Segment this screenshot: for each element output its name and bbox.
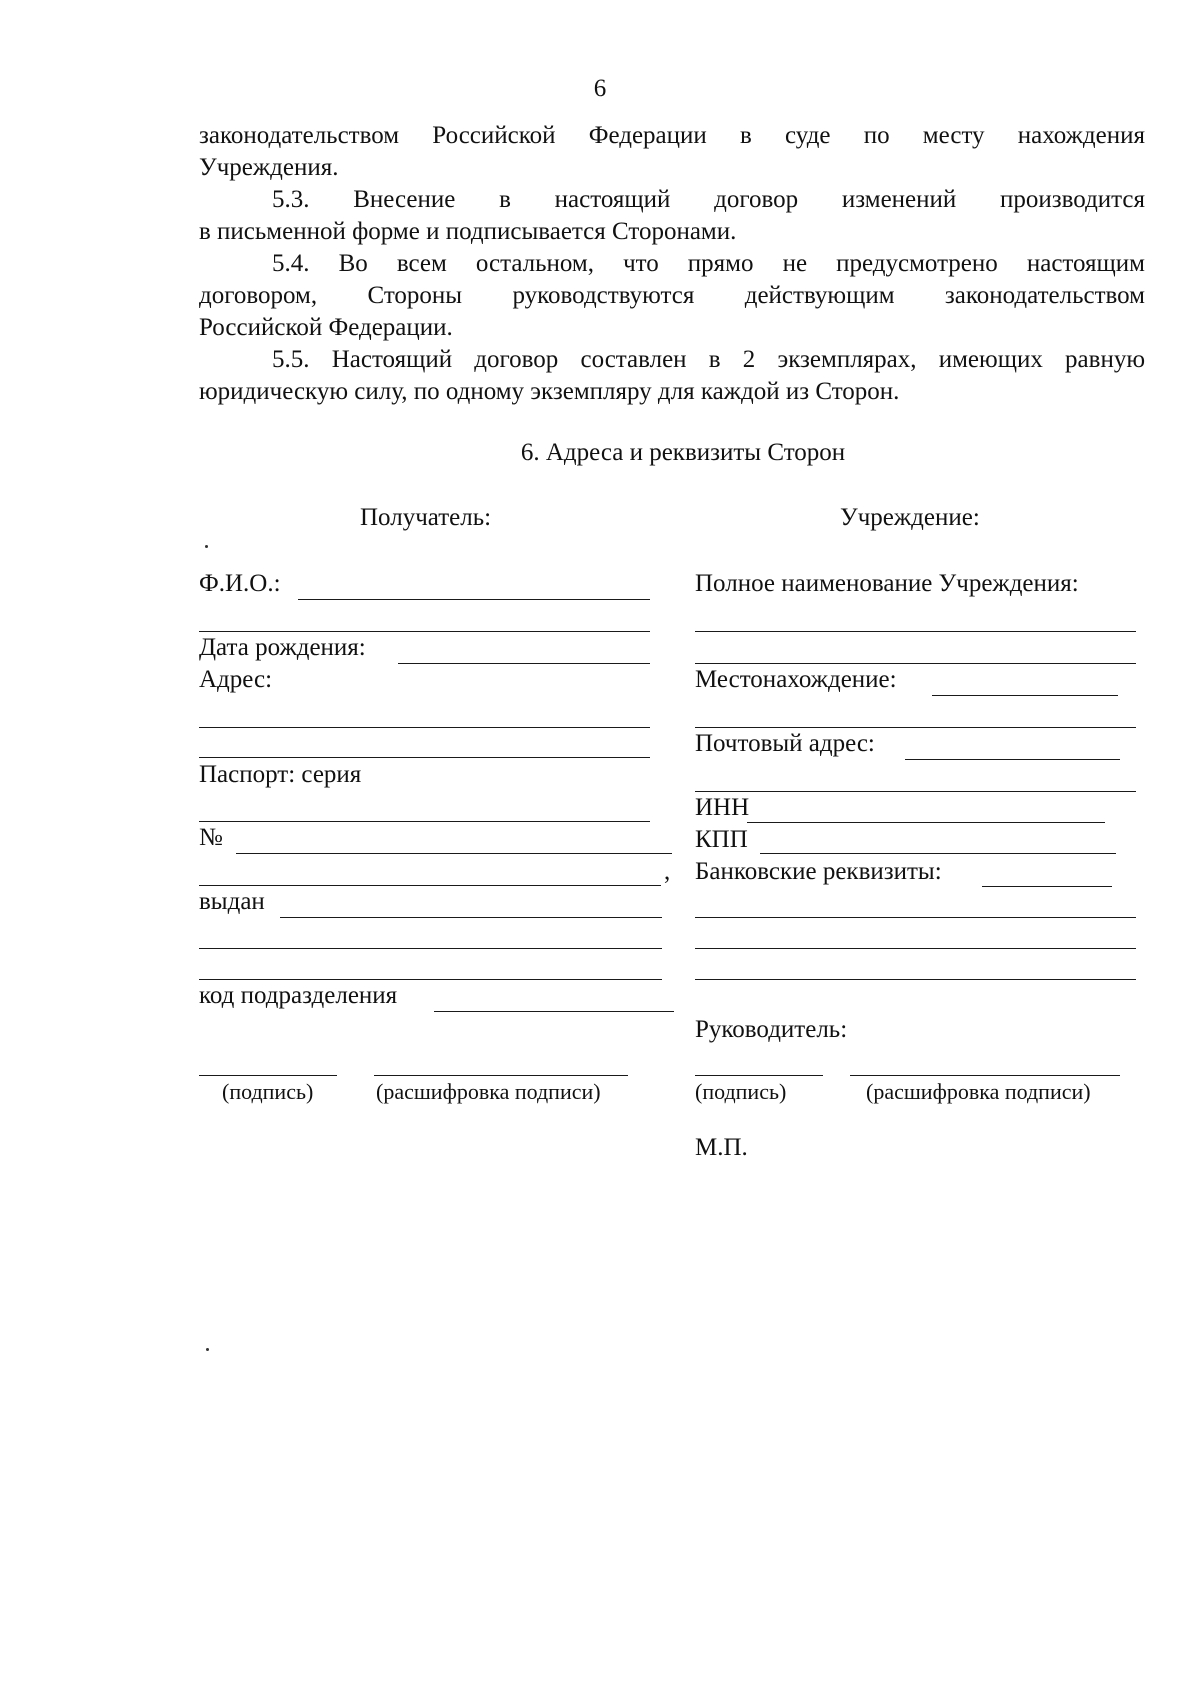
recipient-decoding-caption: (расшифровка подписи): [376, 1079, 601, 1104]
p3-line2: договором, Стороны руководствуются действующим законодательством: [199, 282, 1145, 309]
postal-address-field-line2[interactable]: [695, 791, 1136, 792]
p3-line3: Российской Федерации.: [199, 314, 453, 341]
comma: ,: [664, 858, 671, 885]
fio-field-line2[interactable]: [199, 631, 650, 632]
location-field-line2[interactable]: [695, 727, 1136, 728]
contract-text: [199, 120, 1145, 408]
inn-label: ИНН: [695, 794, 750, 821]
p4-line2: юридическую силу, по одному экземпляру для каждой из Сторон.: [199, 378, 900, 405]
postal-address-label: Почтовый адрес:: [695, 730, 875, 757]
p4-line1: 5.5. Настоящий договор составлен в 2 экземплярах, имеющих равную: [272, 346, 1145, 373]
passport-number-field-line2[interactable]: [199, 885, 661, 886]
recipient-decoding-line[interactable]: [374, 1075, 628, 1076]
inn-field[interactable]: [747, 822, 1105, 823]
institution-full-name-field-line2[interactable]: [695, 663, 1136, 664]
page-number: 6: [593, 75, 607, 102]
recipient-title: Получатель:: [360, 504, 492, 531]
birth-date-label: Дата рождения:: [199, 634, 366, 661]
fio-field[interactable]: [298, 599, 650, 600]
bank-details-label: Банковские реквизиты:: [695, 858, 942, 885]
bank-details-field-line4[interactable]: [695, 979, 1136, 980]
p2-line1: 5.3. Внесение в настоящий договор изменений производится: [272, 186, 1145, 213]
department-code-field[interactable]: [434, 1011, 674, 1012]
kpp-field[interactable]: [760, 853, 1116, 854]
p1-line1: законодательством Российской Федерации в суде по месту нахождения: [199, 122, 1145, 149]
passport-series-label: Паспорт: серия: [199, 761, 362, 788]
scan-dot: [205, 545, 208, 548]
section-heading: 6. Адреса и реквизиты Сторон: [520, 439, 846, 466]
address-field-line1[interactable]: [199, 727, 650, 728]
passport-number-field[interactable]: [236, 853, 672, 854]
issued-by-label: выдан: [199, 888, 265, 915]
institution-signature-line[interactable]: [695, 1075, 823, 1076]
address-field-line2[interactable]: [199, 757, 650, 758]
institution-decoding-line[interactable]: [850, 1075, 1120, 1076]
location-field[interactable]: [932, 695, 1118, 696]
institution-full-name-label: Полное наименование Учреждения:: [695, 570, 1079, 597]
birth-date-field[interactable]: [398, 663, 650, 664]
head-label: Руководитель:: [695, 1016, 848, 1043]
institution-signature-caption: (подпись): [695, 1079, 787, 1104]
p1-line2: Учреждения.: [199, 154, 339, 181]
fio-label: Ф.И.О.:: [199, 570, 281, 597]
scan-dot: [206, 1348, 209, 1351]
passport-number-label: №: [199, 824, 223, 851]
seal-label: М.П.: [695, 1134, 748, 1161]
address-label: Адрес:: [199, 666, 273, 693]
kpp-label: КПП: [695, 826, 748, 853]
passport-series-field[interactable]: [199, 821, 650, 822]
institution-title: Учреждение:: [840, 504, 980, 531]
department-code-label: код подразделения: [199, 982, 398, 1009]
recipient-signature-caption: (подпись): [222, 1079, 314, 1104]
recipient-signature-line[interactable]: [199, 1075, 337, 1076]
issued-by-field[interactable]: [280, 917, 662, 918]
issued-by-field-line3[interactable]: [199, 979, 662, 980]
institution-full-name-field[interactable]: [695, 631, 1136, 632]
bank-details-field-line3[interactable]: [695, 948, 1136, 949]
institution-decoding-caption: (расшифровка подписи): [866, 1079, 1091, 1104]
p3-line1: 5.4. Во всем остальном, что прямо не предусмотрено настоящим: [272, 250, 1145, 277]
p2-line2: в письменной форме и подписывается Сторонами.: [199, 218, 737, 245]
bank-details-field-line2[interactable]: [695, 917, 1136, 918]
bank-details-field[interactable]: [982, 886, 1112, 887]
location-label: Местонахождение:: [695, 666, 897, 693]
postal-address-field[interactable]: [905, 759, 1120, 760]
issued-by-field-line2[interactable]: [199, 948, 662, 949]
